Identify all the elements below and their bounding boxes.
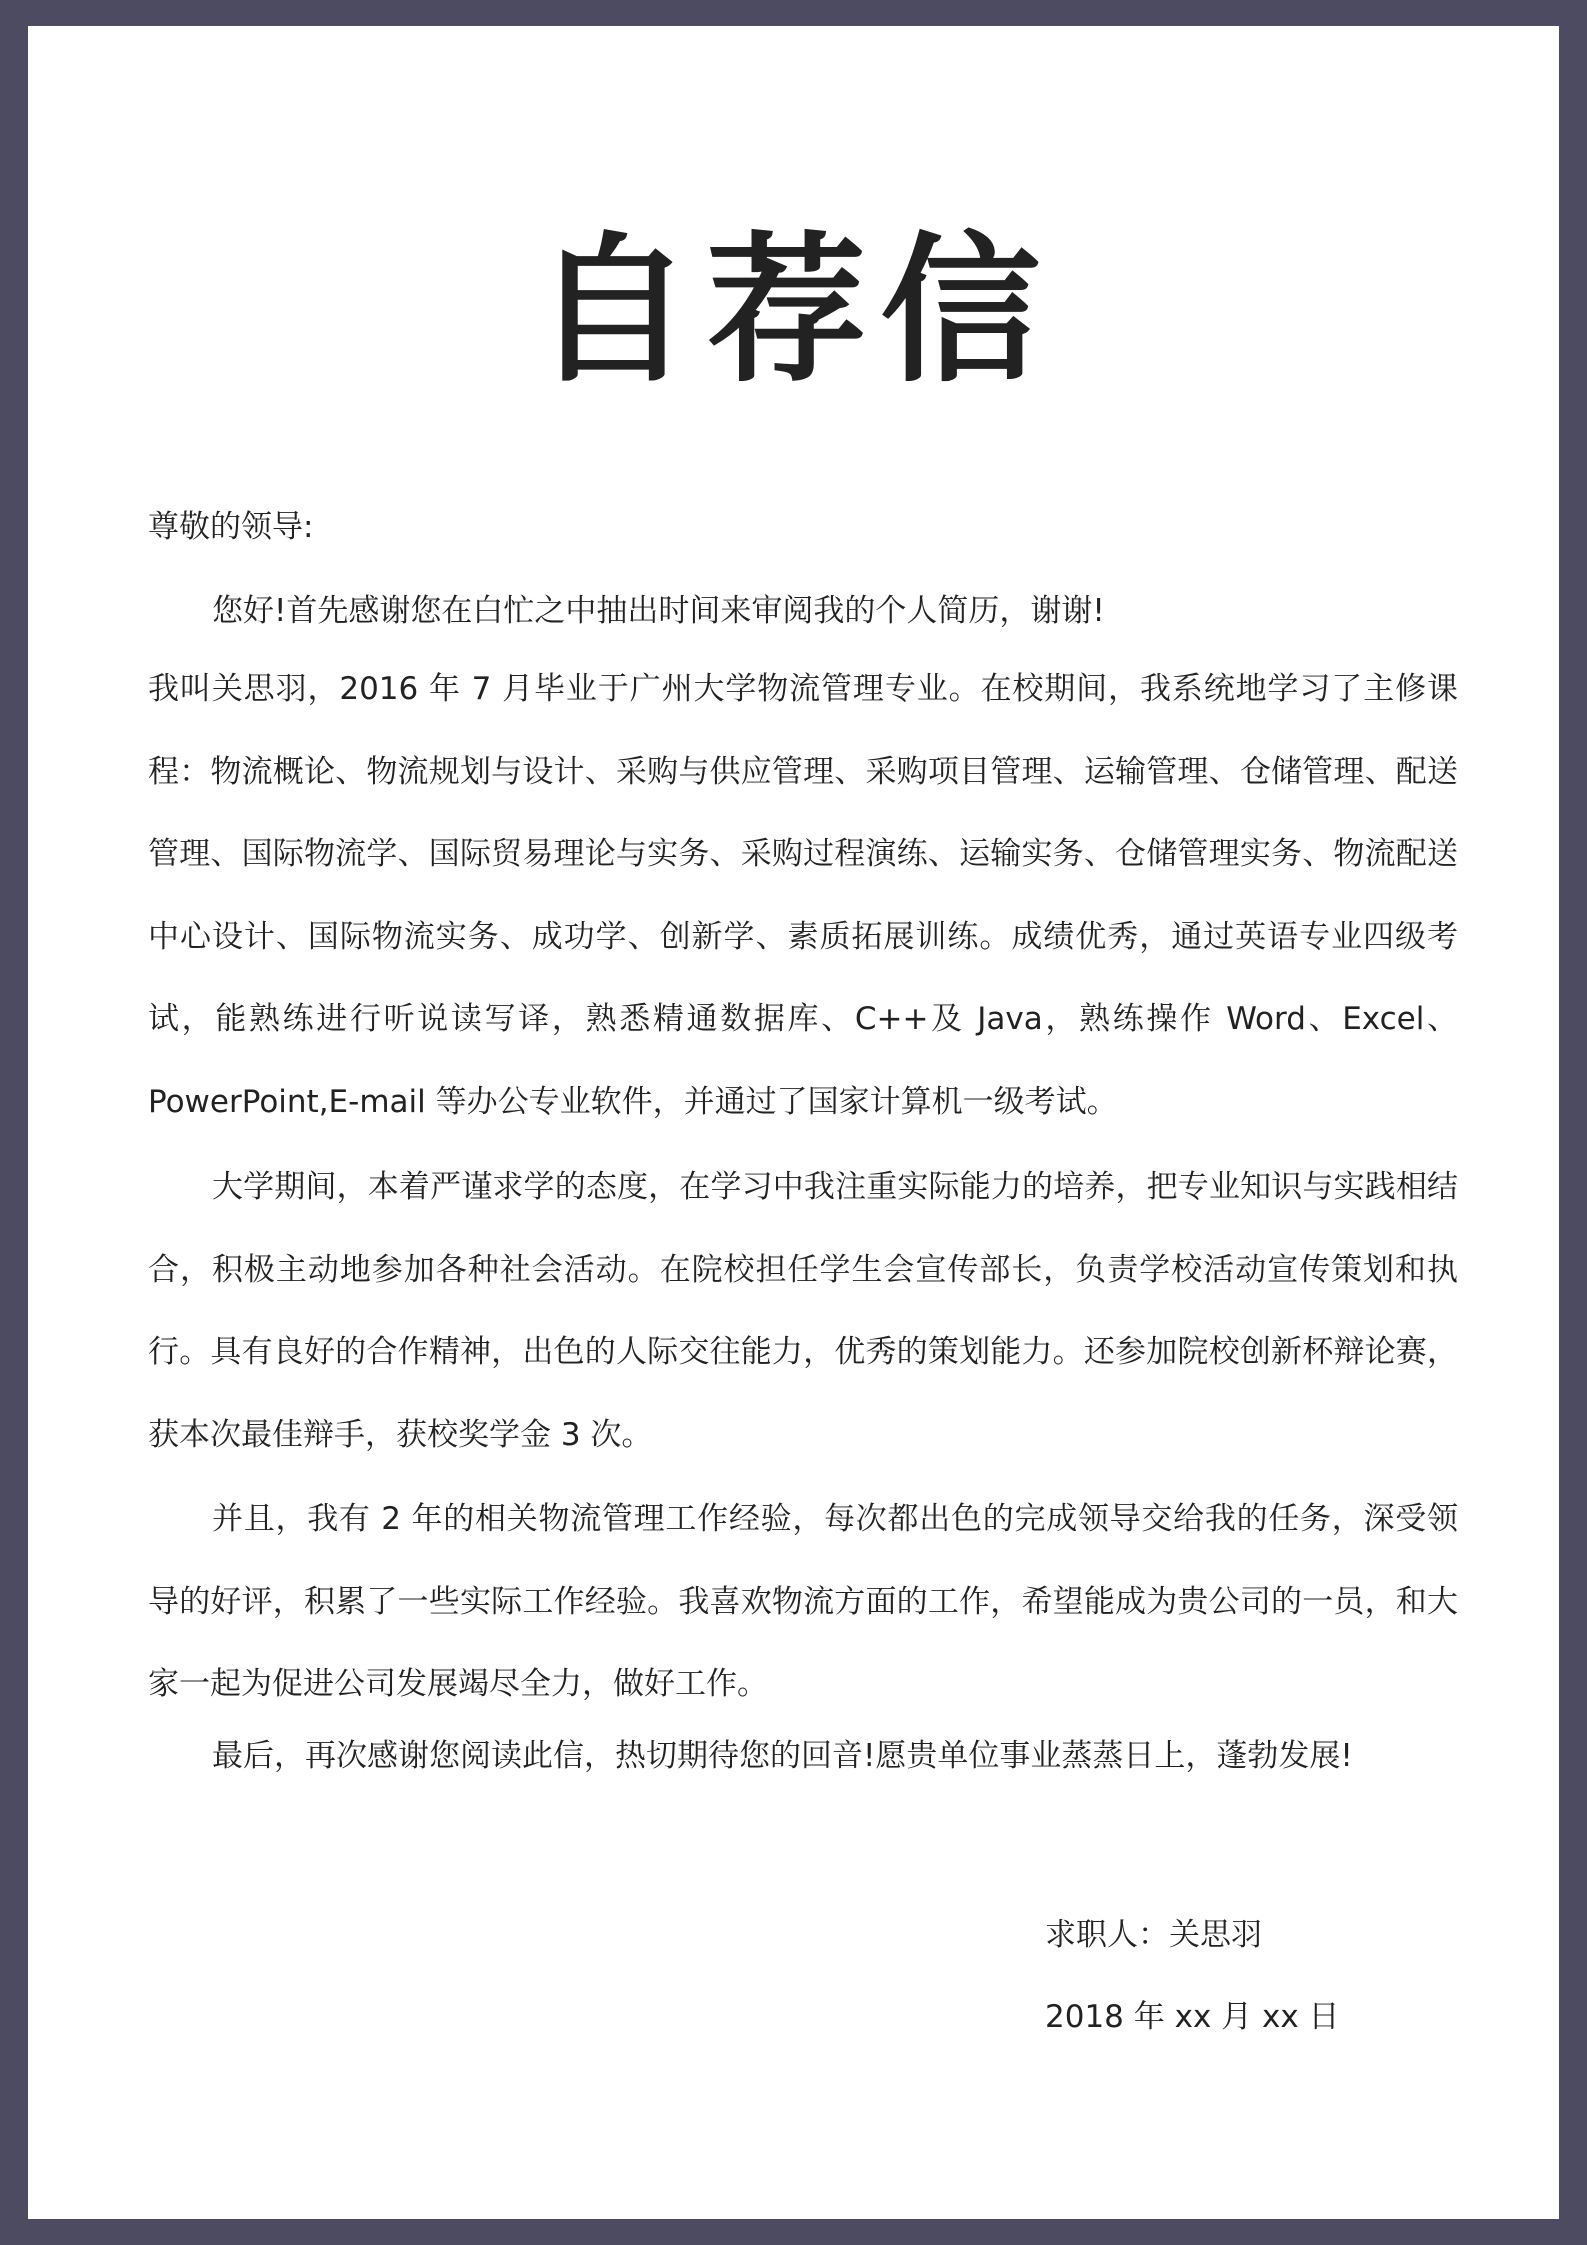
letter-page xyxy=(28,26,1559,2219)
paragraph-education: 我叫关思羽，2016 年 7 月毕业于广州大学物流管理专业。在校期间，我系统地学习了主修课程：物流概论、物流规划与设计、采购与供应管理、采购项目管理、运输管理、仓储管理、配送管理、国际物流学、国际贸易理论与实务、采购过程演练、运输实务、仓储管理实务、物流配送中心设计、国际物流实务、成功学、创新学、素质拓展训练。成绩优秀，通过英语专业四级考试，能熟练进行听说读写译，熟悉精通数据库、C++及 Java，熟练操作 Word、Excel、PowerPoint,E-mail 等办公专业软件，并通过了国家计算机一级考试。 xyxy=(148,671,1458,1120)
applicant-name: 求职人：关思羽 xyxy=(1045,1917,1262,1953)
letter-date: 2018 年 xx 月 xx 日 xyxy=(1045,1999,1340,2035)
paragraph-experience: 并且，我有 2 年的相关物流管理工作经验，每次都出色的完成领导交给我的任务，深受领导的好评，积累了一些实际工作经验。我喜欢物流方面的工作，希望能成为贵公司的一员，和大家一起为促进公司发展竭尽全力，做好工作。 xyxy=(148,1501,1458,1702)
greeting: 您好!首先感谢您在白忙之中抽出时间来审阅我的个人简历，谢谢! xyxy=(212,593,1105,629)
paragraph-closing: 最后，再次感谢您阅读此信，热切期待您的回音!愿贵单位事业蒸蒸日上，蓬勃发展! xyxy=(212,1738,1353,1774)
salutation: 尊敬的领导: xyxy=(148,509,314,545)
signature-block xyxy=(1045,1894,1340,2058)
page-title: 自荐信 xyxy=(532,217,1055,404)
paragraph-activities: 大学期间，本着严谨求学的态度，在学习中我注重实际能力的培养，把专业知识与实践相结合，积极主动地参加各种社会活动。在院校担任学生会宣传部长，负责学校活动宣传策划和执行。具有良好的合作精神，出色的人际交往能力，优秀的策划能力。还参加院校创新杯辩论赛，获本次最佳辩手，获校奖学金 3 次。 xyxy=(148,1169,1458,1453)
